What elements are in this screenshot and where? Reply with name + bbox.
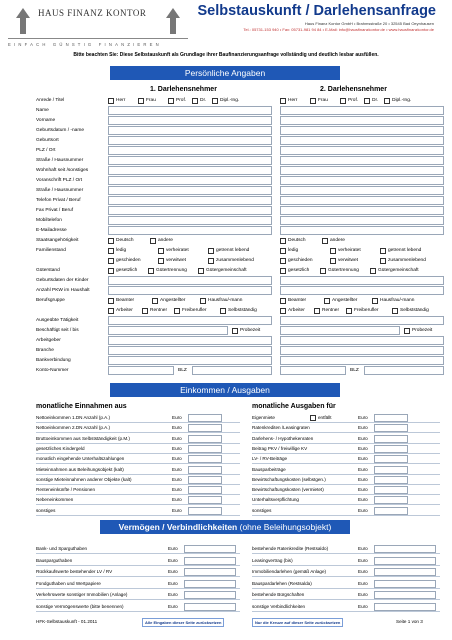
- income-row-label: Nettoeinkommen 1.DN Anzahl (p.A.): [36, 415, 111, 420]
- b2-nationality-other-checkbox[interactable]: [322, 238, 328, 244]
- asset-currency: Euro: [168, 592, 178, 597]
- b1-family2-label-1: verwitwet: [166, 258, 186, 263]
- b2-probation-checkbox[interactable]: [404, 328, 410, 334]
- section-personal-header: Persönliche Angaben: [110, 66, 340, 80]
- entfaellt-checkbox[interactable]: [310, 415, 316, 421]
- field-label-10: Fax Privat / Beruf: [36, 208, 74, 213]
- liability-value-input[interactable]: [374, 580, 436, 588]
- asset-row-label: sonstige Vermögenswerte (bitte benennen): [36, 603, 124, 609]
- expense-row-label: Eigenmiete: [252, 415, 275, 420]
- b2-family1-checkbox-1[interactable]: [330, 248, 336, 254]
- income-row-label: sonstiges: [36, 507, 56, 513]
- income-row-label: monatlich eingehende Unterhaltszahlungen: [36, 456, 125, 462]
- b2-job2-checkbox-0[interactable]: [280, 308, 286, 314]
- expense-currency: Euro: [358, 497, 368, 503]
- b1-family1-checkbox-2[interactable]: [208, 248, 214, 254]
- b1-nationality-de-label: Deutsch: [116, 238, 134, 243]
- b1-field-input-9[interactable]: [108, 196, 272, 205]
- logo-tagline: EINFACH GÜNSTIG FINANZIEREN: [8, 42, 162, 47]
- property-regime-label: Güterstand: [36, 268, 60, 273]
- liability-currency: Euro: [358, 603, 368, 609]
- expense-row-label: sonstiges: [252, 507, 272, 513]
- field-label-3: Geburtsort: [36, 138, 59, 143]
- b1-blz-label: BLZ: [178, 368, 187, 373]
- asset-value-input[interactable]: [184, 545, 236, 553]
- b1-job2-checkbox-1[interactable]: [142, 308, 148, 314]
- activity-label: Ausgeübte Tätigkeit: [36, 318, 79, 323]
- b1-activity-input[interactable]: [108, 316, 272, 325]
- b2-family1-checkbox-2[interactable]: [380, 248, 386, 254]
- b2-field-input-0[interactable]: [280, 106, 444, 115]
- b1-job1-label-2: Hausfrau/-mann: [208, 298, 243, 303]
- asset-value-input[interactable]: [184, 591, 236, 599]
- field-label-5: Straße / Hausnummer: [36, 158, 84, 163]
- b1-probation-checkbox[interactable]: [232, 328, 238, 334]
- b1-job1-checkbox-2[interactable]: [200, 298, 206, 304]
- liability-row-label: Leasingvertrag (bis): [252, 557, 293, 563]
- b1-family1-checkbox-0[interactable]: [108, 248, 114, 254]
- b1-title-label-2: Prof.: [176, 98, 187, 103]
- expense-currency: Euro: [358, 435, 368, 441]
- b1-employer-input[interactable]: [108, 336, 272, 345]
- expense-value-input[interactable]: [374, 486, 408, 494]
- logo-divider: [8, 38, 188, 39]
- field-label-2: Geburtsdatum / -name: [36, 128, 84, 133]
- income-row-label: Nettoeinkommen 2.DN Anzahl (p.A.): [36, 425, 111, 431]
- b1-field-input-5[interactable]: [108, 156, 272, 165]
- liability-currency: Euro: [358, 546, 368, 551]
- expense-currency: Euro: [358, 507, 368, 513]
- liability-value-input[interactable]: [374, 568, 436, 576]
- b2-job1-checkbox-0[interactable]: [280, 298, 286, 304]
- expense-value-input[interactable]: [374, 414, 408, 422]
- b2-job2-label-3: Selbstständig: [400, 308, 429, 313]
- b1-job2-label-2: Freiberufler: [182, 308, 207, 313]
- reset-all-button[interactable]: Alle Eingaben dieser Seite zurücksetzen: [142, 618, 224, 627]
- expense-currency: Euro: [358, 415, 368, 420]
- b2-job1-label-2: Hausfrau/-mann: [380, 298, 415, 303]
- b1-field-input-11[interactable]: [108, 216, 272, 225]
- b1-family2-checkbox-0[interactable]: [108, 258, 114, 264]
- b2-family1-label-1: verheiratet: [338, 248, 361, 253]
- b1-title-checkbox-4[interactable]: [212, 98, 218, 104]
- expense-value-input[interactable]: [374, 507, 408, 515]
- asset-currency: Euro: [168, 557, 178, 563]
- b1-probation-label: Probezeit: [240, 328, 261, 333]
- b2-family1-label-2: getrennt lebend: [388, 248, 422, 253]
- b1-title-label-0: Herr: [116, 98, 126, 103]
- cars-label: Anzahl PKW im Haushalt: [36, 288, 90, 293]
- b1-family2-checkbox-2[interactable]: [208, 258, 214, 264]
- b1-job2-checkbox-0[interactable]: [108, 308, 114, 314]
- liability-currency: Euro: [358, 569, 368, 574]
- page-title: Selbstauskunft / Darlehensanfrage: [197, 3, 436, 19]
- expense-row-label: Bewirtschaftungskosten (selbstgen.): [252, 476, 326, 482]
- b2-title-checkbox-1[interactable]: [310, 98, 316, 104]
- b1-field-input-4[interactable]: [108, 146, 272, 155]
- b1-field-input-10[interactable]: [108, 206, 272, 215]
- expense-currency: Euro: [358, 425, 368, 431]
- expense-row-label: LV- / RV-Beiträge: [252, 456, 288, 462]
- field-label-7: Voranschrift PLZ / Ort: [36, 178, 83, 183]
- b2-property-checkbox-0[interactable]: [280, 268, 286, 274]
- b1-field-input-7[interactable]: [108, 176, 272, 185]
- asset-currency: Euro: [168, 546, 178, 551]
- b1-field-input-0[interactable]: [108, 106, 272, 115]
- b1-nationality-de-checkbox[interactable]: [108, 238, 114, 244]
- b1-employed-input[interactable]: [108, 326, 228, 335]
- b2-property-checkbox-2[interactable]: [370, 268, 376, 274]
- employed-label: Beschäftigt seit / bis: [36, 328, 79, 333]
- children-label: Geburtsdaten der Kinder: [36, 278, 89, 283]
- income-value-input[interactable]: [188, 424, 222, 432]
- expense-value-input[interactable]: [374, 455, 408, 463]
- b1-property-checkbox-0[interactable]: [108, 268, 114, 274]
- b2-job2-checkbox-3[interactable]: [392, 308, 398, 314]
- field-label-8: Straße / Hausnummer: [36, 188, 84, 193]
- b1-nationality-other-label: andere: [158, 238, 173, 243]
- b1-title-checkbox-3[interactable]: [192, 98, 198, 104]
- b1-job2-checkbox-2[interactable]: [174, 308, 180, 314]
- b2-bank-input[interactable]: [280, 356, 444, 365]
- b2-field-input-2[interactable]: [280, 126, 444, 135]
- b2-family2-label-2: zusammenlebend: [388, 258, 426, 263]
- b2-job2-label-2: Freiberufler: [354, 308, 379, 313]
- b2-field-input-1[interactable]: [280, 116, 444, 125]
- asset-value-input[interactable]: [184, 557, 236, 565]
- b1-family2-label-0: geschieden: [116, 258, 141, 263]
- expense-row-label: Unterhaltsverpflichtung: [252, 497, 299, 503]
- expense-value-input[interactable]: [374, 435, 408, 443]
- liability-row-label: sonstige Verbindlichkeiten: [252, 603, 306, 609]
- b1-family2-label-2: zusammenlebend: [216, 258, 254, 263]
- income-row-label: Renteneinkünfte / Pensionen: [36, 487, 95, 493]
- b1-cars-input[interactable]: [108, 286, 272, 295]
- income-value-input[interactable]: [188, 414, 222, 422]
- income-currency: Euro: [172, 456, 182, 462]
- b2-title-checkbox-0[interactable]: [280, 98, 286, 104]
- page-number: Seite 1 von 3: [396, 619, 423, 624]
- b2-account-input[interactable]: [280, 366, 346, 375]
- anrede-label: Anrede / Titel: [36, 98, 65, 103]
- b2-field-input-8[interactable]: [280, 186, 444, 195]
- asset-value-input[interactable]: [184, 580, 236, 588]
- b1-job1-label-1: Angestellter: [160, 298, 186, 303]
- expense-row-label: Darlehens- / Hypothekenraten: [252, 435, 314, 441]
- b1-title-label-3: Dr.: [200, 98, 207, 103]
- b2-cars-input[interactable]: [280, 286, 444, 295]
- b2-title-checkbox-3[interactable]: [364, 98, 370, 104]
- income-row-label: Nebeneinkommen: [36, 497, 74, 503]
- b2-job1-checkbox-2[interactable]: [372, 298, 378, 304]
- b2-blz-input[interactable]: [364, 366, 444, 375]
- b2-field-input-9[interactable]: [280, 196, 444, 205]
- b1-field-input-8[interactable]: [108, 186, 272, 195]
- b2-title-label-1: Frau: [318, 98, 328, 103]
- b2-blz-label: BLZ: [350, 368, 359, 373]
- b1-family1-label-2: getrennt lebend: [216, 248, 250, 253]
- b1-job1-label-0: Beamter: [116, 298, 135, 303]
- field-label-6: Wohnhaft seit /sonstiges: [36, 168, 89, 173]
- b1-bank-input[interactable]: [108, 356, 272, 365]
- b2-nationality-de-checkbox[interactable]: [280, 238, 286, 244]
- b2-field-input-3[interactable]: [280, 136, 444, 145]
- b2-family2-checkbox-0[interactable]: [280, 258, 286, 264]
- liability-value-input[interactable]: [374, 603, 436, 611]
- income-heading: monatliche Einnahmen aus: [36, 403, 127, 410]
- income-currency: Euro: [172, 445, 182, 451]
- b1-job1-checkbox-1[interactable]: [152, 298, 158, 304]
- b1-job2-checkbox-3[interactable]: [220, 308, 226, 314]
- asset-currency: Euro: [168, 569, 178, 574]
- b2-field-input-4[interactable]: [280, 146, 444, 155]
- liability-row-label: Bauspardarlehen (Restsalda): [252, 580, 312, 586]
- company-address: Haus Finanz Kontor GmbH • Brahmsstraße 20 • 32545 Bad Oeynhausen: [304, 21, 434, 26]
- b1-title-checkbox-0[interactable]: [108, 98, 114, 104]
- income-row-label: Mieteinnahmen aus Beleihungsobjekt (kalt): [36, 466, 124, 472]
- form-notice: Bitte beachten Sie: Diese Selbstauskunft als Grundlage ihrer Baufinanzierungsanfrage vollständig und deutlich lesbar ausfüllen.: [73, 52, 379, 58]
- asset-row-label: Verkehrswerte sonstiger Immobilien (Anlage): [36, 592, 128, 597]
- b2-family1-label-0: ledig: [288, 248, 299, 253]
- liability-value-input[interactable]: [374, 557, 436, 565]
- b2-job2-checkbox-1[interactable]: [314, 308, 320, 314]
- asset-row-label: Rückkaufswerte bestehender LV / RV: [36, 569, 113, 574]
- b1-family1-label-1: verheiratet: [166, 248, 189, 253]
- b2-field-input-11[interactable]: [280, 216, 444, 225]
- b1-title-checkbox-2[interactable]: [168, 98, 174, 104]
- asset-currency: Euro: [168, 603, 178, 609]
- entfaellt-label: entfällt: [318, 415, 332, 420]
- b2-job2-label-0: Arbeiter: [288, 308, 305, 313]
- b2-field-input-6[interactable]: [280, 166, 444, 175]
- b2-title-label-4: Dipl.-Ing.: [392, 98, 412, 103]
- expense-currency: Euro: [358, 466, 368, 472]
- income-value-input[interactable]: [188, 486, 222, 494]
- b2-title-label-0: Herr: [288, 98, 298, 103]
- income-value-input[interactable]: [188, 476, 222, 484]
- income-row-label: Bruttoeinkommen aus Selbstständigkeit (p.M.): [36, 435, 130, 441]
- income-currency: Euro: [172, 487, 182, 493]
- expense-row: [252, 413, 440, 423]
- liability-currency: Euro: [358, 580, 368, 586]
- expense-row: [252, 506, 440, 516]
- expense-value-input[interactable]: [374, 466, 408, 474]
- borrower1-heading: 1. Darlehensnehmer: [150, 86, 217, 93]
- b1-industry-input[interactable]: [108, 346, 272, 355]
- b2-nationality-de-label: Deutsch: [288, 238, 306, 243]
- b1-title-label-1: Frau: [146, 98, 156, 103]
- b2-job1-checkbox-1[interactable]: [324, 298, 330, 304]
- account-label: Konto-Nummer: [36, 368, 69, 373]
- b2-job1-label-1: Angestellter: [332, 298, 358, 303]
- b1-family1-checkbox-1[interactable]: [158, 248, 164, 254]
- reset-checks-button[interactable]: Nur die Kreuze auf dieser Seite zurücksetzen: [252, 618, 343, 627]
- expense-row-label: Bewirtschaftungskosten (vermietet): [252, 487, 324, 493]
- liability-currency: Euro: [358, 557, 368, 563]
- b2-title-checkbox-2[interactable]: [340, 98, 346, 104]
- borrower2-heading: 2. Darlehensnehmer: [320, 86, 387, 93]
- b1-property-label-0: gesetzlich: [116, 268, 138, 273]
- b1-property-checkbox-1[interactable]: [148, 268, 154, 274]
- b2-employer-input[interactable]: [280, 336, 444, 345]
- family-status-label: Familienstand: [36, 248, 66, 253]
- income-currency: Euro: [172, 497, 182, 503]
- asset-value-input[interactable]: [184, 603, 236, 611]
- income-currency: Euro: [172, 476, 182, 482]
- b2-field-input-10[interactable]: [280, 206, 444, 215]
- income-value-input[interactable]: [188, 466, 222, 474]
- b2-family2-checkbox-2[interactable]: [380, 258, 386, 264]
- expense-value-input[interactable]: [374, 445, 408, 453]
- income-value-input[interactable]: [188, 496, 222, 504]
- b1-blz-input[interactable]: [192, 366, 272, 375]
- expense-row-label: Beitrag PKV / freiwillige KV: [252, 445, 308, 451]
- income-currency: Euro: [172, 415, 182, 420]
- b2-job1-label-0: Beamter: [288, 298, 307, 303]
- section-assets-subtitle: (ohne Beleihungsobjekt): [239, 522, 332, 532]
- b2-family2-label-1: verwitwet: [338, 258, 358, 263]
- b1-job1-checkbox-0[interactable]: [108, 298, 114, 304]
- expense-currency: Euro: [358, 476, 368, 482]
- b1-property-label-1: Gütertrennung: [156, 268, 187, 273]
- company-contact: Tel.: 05731-153 940 • Fax: 05731-981 94 84 • E-Mail: info@hausfinanzkontor.de • www.hausfinanzkontor.de: [243, 27, 434, 32]
- income-value-input[interactable]: [188, 455, 222, 463]
- b2-field-input-5[interactable]: [280, 156, 444, 165]
- field-label-0: Name: [36, 108, 49, 113]
- expense-heading: monatliche Ausgaben für: [252, 403, 336, 410]
- logo-name: HAUS FINANZ KONTOR: [38, 8, 147, 18]
- field-label-4: PLZ / Ort: [36, 148, 56, 153]
- income-row-label: sonstige Mieteinnahmen anderer Objekte (kalt): [36, 476, 132, 482]
- income-currency: Euro: [172, 425, 182, 431]
- section-assets-title: Vermögen / Verbindlichkeiten: [118, 522, 238, 532]
- logo-figure-left-icon: [8, 4, 38, 40]
- expense-value-input[interactable]: [374, 424, 408, 432]
- b1-family2-checkbox-1[interactable]: [158, 258, 164, 264]
- b2-probation-label: Probezeit: [412, 328, 433, 333]
- industry-label: Branche: [36, 348, 54, 353]
- income-currency: Euro: [172, 466, 182, 472]
- b2-property-label-2: Gütergemeinschaft: [378, 268, 419, 273]
- expense-row-label: Bausparbeiträge: [252, 466, 286, 472]
- asset-currency: Euro: [168, 580, 178, 586]
- employer-label: Arbeitgeber: [36, 338, 61, 343]
- b2-property-label-0: gesetzlich: [288, 268, 310, 273]
- asset-row-label: Fondguthaben und Wertpapiere: [36, 580, 101, 586]
- b2-family1-checkbox-0[interactable]: [280, 248, 286, 254]
- liability-currency: Euro: [358, 592, 368, 597]
- bank-label: Bankverbindung: [36, 358, 71, 363]
- income-value-input[interactable]: [188, 435, 222, 443]
- b1-property-label-2: Gütergemeinschaft: [206, 268, 247, 273]
- logo-figure-right-icon: [158, 4, 188, 40]
- b1-field-input-3[interactable]: [108, 136, 272, 145]
- asset-row-label: Bausparguthaben: [36, 557, 73, 563]
- b1-job2-label-3: Selbstständig: [228, 308, 257, 313]
- asset-row-label: Bank- und Sparguthaben: [36, 546, 88, 551]
- b2-nationality-other-label: andere: [330, 238, 345, 243]
- b1-field-input-6[interactable]: [108, 166, 272, 175]
- nationality-label: Staatsangehörigkeit: [36, 238, 79, 243]
- b1-job2-label-0: Arbeiter: [116, 308, 133, 313]
- income-value-input[interactable]: [188, 445, 222, 453]
- b2-employed-input[interactable]: [280, 326, 400, 335]
- expense-currency: Euro: [358, 445, 368, 451]
- job-group-label: Berufsgruppe: [36, 298, 65, 303]
- liability-row-label: bestehende Bürgschaften: [252, 592, 305, 597]
- b2-industry-input[interactable]: [280, 346, 444, 355]
- b2-family2-label-0: geschieden: [288, 258, 313, 263]
- b1-job2-label-1: Rentner: [150, 308, 168, 313]
- b1-account-input[interactable]: [108, 366, 174, 375]
- b1-field-input-2[interactable]: [108, 126, 272, 135]
- b2-job2-checkbox-2[interactable]: [346, 308, 352, 314]
- field-label-9: Telefon Privat / Beruf: [36, 198, 81, 203]
- field-label-11: Mobiltelefon: [36, 218, 62, 223]
- section-income-header: Einkommen / Ausgaben: [110, 383, 340, 397]
- income-row-label: gesetzliches Kindergeld: [36, 445, 85, 451]
- income-value-input[interactable]: [188, 507, 222, 515]
- income-currency: Euro: [172, 507, 182, 513]
- field-label-1: Vorname: [36, 118, 56, 123]
- asset-value-input[interactable]: [184, 568, 236, 576]
- field-label-12: E-Mailadresse: [36, 228, 67, 233]
- liability-row-label: bestehende Ratenkredite (Restsaldo): [252, 546, 329, 551]
- b2-title-checkbox-4[interactable]: [384, 98, 390, 104]
- liability-value-input[interactable]: [374, 591, 436, 599]
- b2-field-input-7[interactable]: [280, 176, 444, 185]
- expense-value-input[interactable]: [374, 496, 408, 504]
- b1-nationality-other-checkbox[interactable]: [150, 238, 156, 244]
- b2-property-checkbox-1[interactable]: [320, 268, 326, 274]
- b2-title-label-2: Prof.: [348, 98, 359, 103]
- b1-family1-label-0: ledig: [116, 248, 127, 253]
- b2-activity-input[interactable]: [280, 316, 444, 325]
- liability-value-input[interactable]: [374, 545, 436, 553]
- b1-property-checkbox-2[interactable]: [198, 268, 204, 274]
- expense-row-label: Ratenkrediten /Leasingraten: [252, 425, 310, 431]
- section-assets-header: [100, 520, 350, 534]
- b1-title-label-4: Dipl.-Ing.: [220, 98, 240, 103]
- b1-field-input-12[interactable]: [108, 226, 272, 235]
- b2-field-input-12[interactable]: [280, 226, 444, 235]
- expense-currency: Euro: [358, 487, 368, 493]
- b2-job2-label-1: Rentner: [322, 308, 340, 313]
- income-currency: Euro: [172, 435, 182, 441]
- expense-value-input[interactable]: [374, 476, 408, 484]
- b2-children-input[interactable]: [280, 276, 444, 285]
- b1-field-input-1[interactable]: [108, 116, 272, 125]
- liability-row-label: Immobiliendarlehen (gemäß Anlage): [252, 569, 327, 574]
- b2-title-label-3: Dr.: [372, 98, 379, 103]
- b2-family2-checkbox-1[interactable]: [330, 258, 336, 264]
- footer-form-id: HFK-Selbstauskunft - 01.2011: [36, 619, 98, 624]
- expense-currency: Euro: [358, 456, 368, 462]
- b1-title-checkbox-1[interactable]: [138, 98, 144, 104]
- b1-children-input[interactable]: [108, 276, 272, 285]
- b2-property-label-1: Gütertrennung: [328, 268, 359, 273]
